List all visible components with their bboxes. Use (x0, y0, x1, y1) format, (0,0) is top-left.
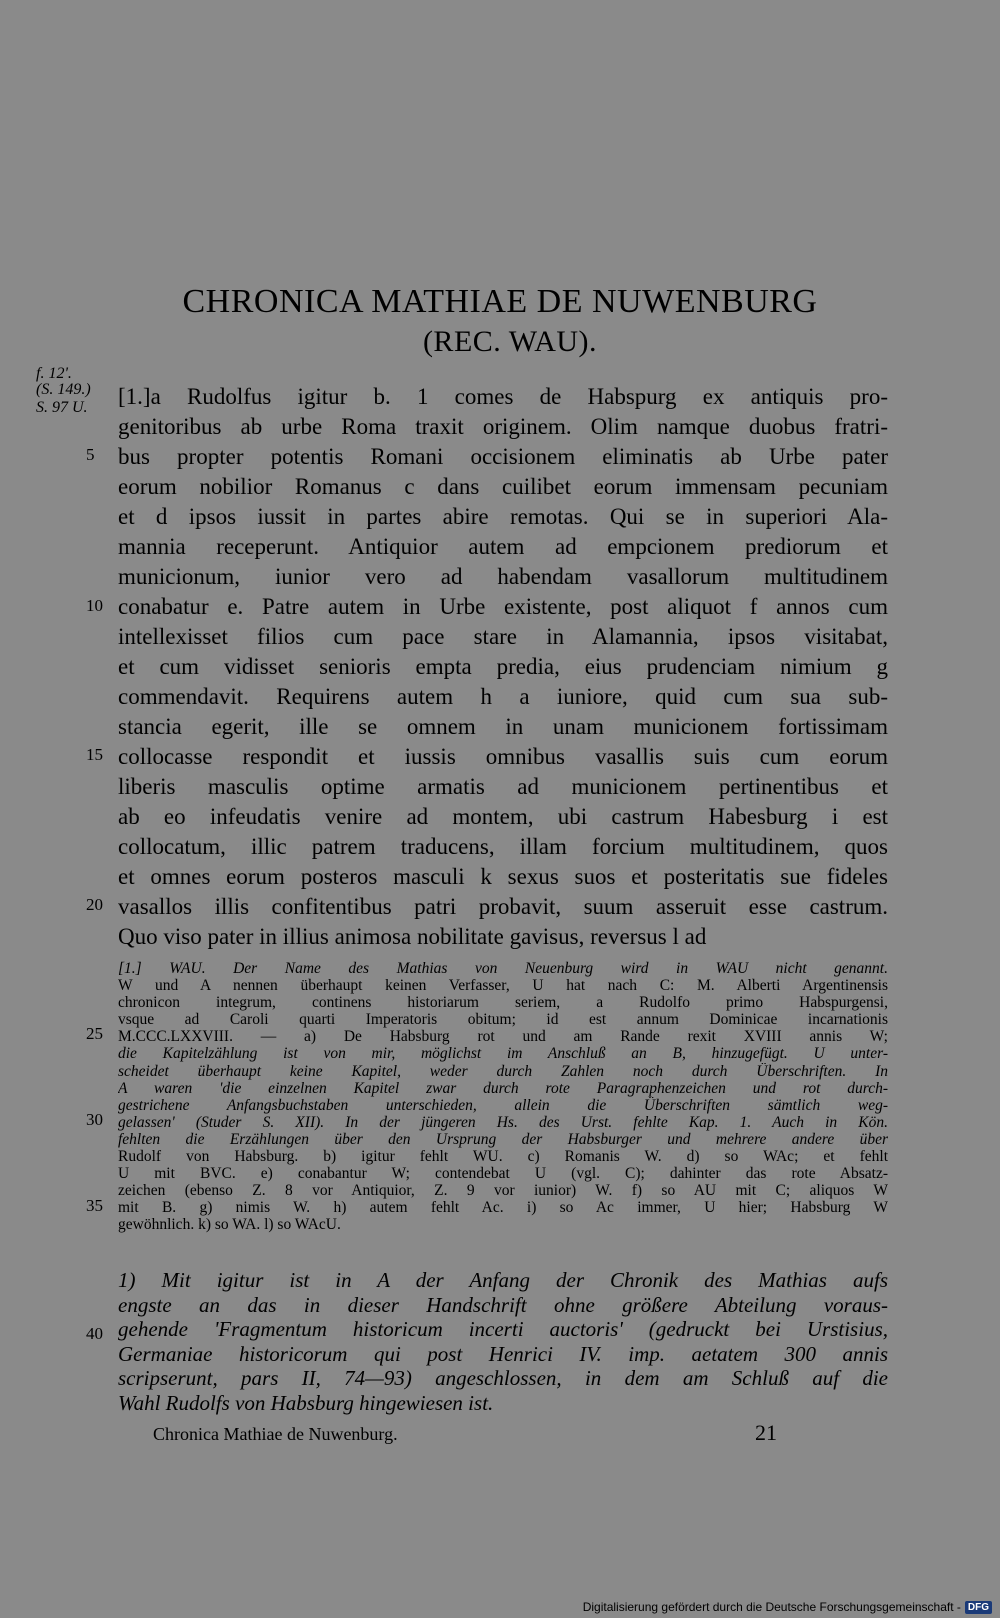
footnote-line: scripserunt, pars II, 74—93) angeschlossen, in dem am Schluß auf die (118, 1366, 888, 1390)
text-line: intellexisset filios cum pace stare in Alamannia, ipsos visitabat, (118, 624, 888, 649)
apparatus-line: scheidet überhaupt keine Kapitel, weder durch Zahlen noch durch Überschriften. In (118, 1062, 888, 1080)
text-line: collocasse respondit et iussis omnibus vasallis suis cum eorum (118, 744, 888, 769)
text-line: et cum vidisset senioris empta predia, eius prudenciam nimium g (118, 654, 888, 679)
line-number: 20 (86, 895, 103, 914)
footnote (118, 1268, 888, 1415)
footnote-line: engste an das in dieser Handschrift ohne größere Abteilung voraus- (118, 1292, 888, 1317)
text-line: ab eo infeudatis venire ad montem, ubi castrum Habesburg i est (118, 804, 888, 829)
critical-apparatus (118, 960, 888, 1234)
apparatus-line: [1.] WAU. Der Name des Mathias von Neuenburg wird in WAU nicht genannt. (118, 960, 888, 977)
margin-note: f. 12'. (36, 365, 72, 382)
margin-note: S. 97 U. (36, 399, 88, 416)
apparatus-line: mit B. g) nimis W. h) autem fehlt Ac. i) so Ac immer, U hier; Habsburg W (118, 1199, 888, 1217)
line-number: 40 (86, 1324, 103, 1343)
line-number: 5 (86, 445, 95, 464)
line-number: 15 (86, 745, 103, 764)
apparatus-line: gestrichene Anfangsbuchstaben unterschieden, allein die Überschriften sämtlich weg- (118, 1096, 888, 1114)
apparatus-line: W und A nennen überhaupt keinen Verfasser, U hat nach C: M. Alberti Argentinensis (118, 977, 888, 995)
footnote-line: gehende 'Fragmentum historicum incerti auctoris' (gedruckt bei Urstisius, (118, 1317, 888, 1341)
main-text (118, 384, 888, 954)
line-number: 30 (86, 1110, 103, 1129)
apparatus-line: die Kapitelzählung ist von mir, möglichst im Anschluß an B, hinzugefügt. U unter- (118, 1045, 888, 1063)
text-line: et omnes eorum posteros masculi k sexus suos et posteritatis sue fideles (118, 864, 888, 889)
apparatus-line: A waren 'die einzelnen Kapitel zwar durch rote Paragraphenzeichen und rot durch- (118, 1079, 888, 1097)
line-number: 35 (86, 1196, 103, 1215)
credit-text: Digitalisierung gefördert durch die Deutsche Forschungsgemeinschaft - (582, 1600, 961, 1614)
text-line: municionum, iunior vero ad habendam vasallorum multitudinem (118, 564, 888, 589)
text-line: commendavit. Requirens autem h a iuniore, quid cum sua sub- (118, 684, 888, 709)
footnote-line: Wahl Rudolfs von Habsburg hingewiesen ist. (118, 1390, 494, 1415)
text-line: Quo viso pater in illius animosa nobilitate gavisus, reversus l ad (118, 924, 707, 949)
apparatus-line: zeichen (ebenso Z. 8 vor Antiquior, Z. 9 vor iunior) W. f) so AU mit C; aliquos W (118, 1182, 888, 1200)
text-line: mannia receperunt. Antiquior autem ad empcionem prediorum et (118, 534, 888, 559)
apparatus-line: fehlten die Erzählungen über den Ursprung der Habsburger und mehrere andere über (118, 1130, 888, 1148)
dfg-logo: DFG (965, 1601, 992, 1614)
apparatus-line: gewöhnlich. k) so WA. l) so WAcU. (118, 1216, 341, 1234)
apparatus-line: U mit BVC. e) conabantur W; contendebat U (vgl. C); dahinter das rote Absatz- (118, 1165, 888, 1183)
text-line: [1.]a Rudolfus igitur b. 1 comes de Habspurg ex antiquis pro- (118, 384, 888, 409)
margin-note: (S. 149.) (36, 381, 91, 398)
page-subtitle: (REC. WAU). (422, 325, 598, 358)
text-line: liberis masculis optime armatis ad municionem pertinentibus et (118, 774, 888, 799)
text-line: eorum nobilior Romanus c dans cuilibet eorum immensam pecuniam (118, 474, 888, 499)
digitization-credit (583, 1600, 992, 1614)
text-line: vasallos illis confitentibus patri probavit, suum asseruit esse castrum. (118, 894, 888, 919)
running-title: Chronica Mathiae de Nuwenburg. (153, 1424, 398, 1444)
apparatus-line: vsque ad Caroli quarti Imperatoris obitum; id est annum Dominicae incarnationis (118, 1011, 888, 1029)
page-number: 21 (755, 1420, 777, 1445)
apparatus-line: M.CCC.LXXVIII. — a) De Habsburg rot und am Rande rexit XVIII annis W; (118, 1028, 888, 1046)
text-line: collocatum, illic patrem traducens, illam forcium multitudinem, quos (118, 834, 888, 859)
line-number: 25 (86, 1024, 103, 1043)
text-line: genitoribus ab urbe Roma traxit originem. Olim namque duobus fratri- (118, 414, 888, 439)
text-line: stancia egerit, ille se omnem in unam municionem fortissimam (118, 714, 888, 739)
apparatus-line: gelassen' (Studer S. XII). In der jüngeren Hs. des Urst. fehlte Kap. 1. Auch in Kön. (118, 1113, 888, 1131)
footnote-line: Germaniae historicorum qui post Henrici IV. imp. aetatem 300 annis (118, 1341, 888, 1366)
text-line: bus propter potentis Romani occisionem eliminatis ab Urbe pater (118, 444, 888, 469)
apparatus-line: chronicon integrum, continens historiarum seriem, a Rudolfo primo Habspurgensi, (118, 994, 888, 1012)
page-title: CHRONICA MATHIAE DE NUWENBURG (182, 283, 818, 320)
footnote-line: 1) Mit igitur ist in A der Anfang der Chronik des Mathias aufs (118, 1268, 888, 1292)
text-line: et d ipsos iussit in partes abire remotas. Qui se in superiori Ala- (118, 504, 888, 529)
text-line: conabatur e. Patre autem in Urbe existente, post aliquot f annos cum (118, 594, 888, 619)
apparatus-line: Rudolf von Habsburg. b) igitur fehlt WU. c) Romanis W. d) so WAc; et fehlt (118, 1148, 888, 1166)
line-number: 10 (86, 596, 103, 615)
